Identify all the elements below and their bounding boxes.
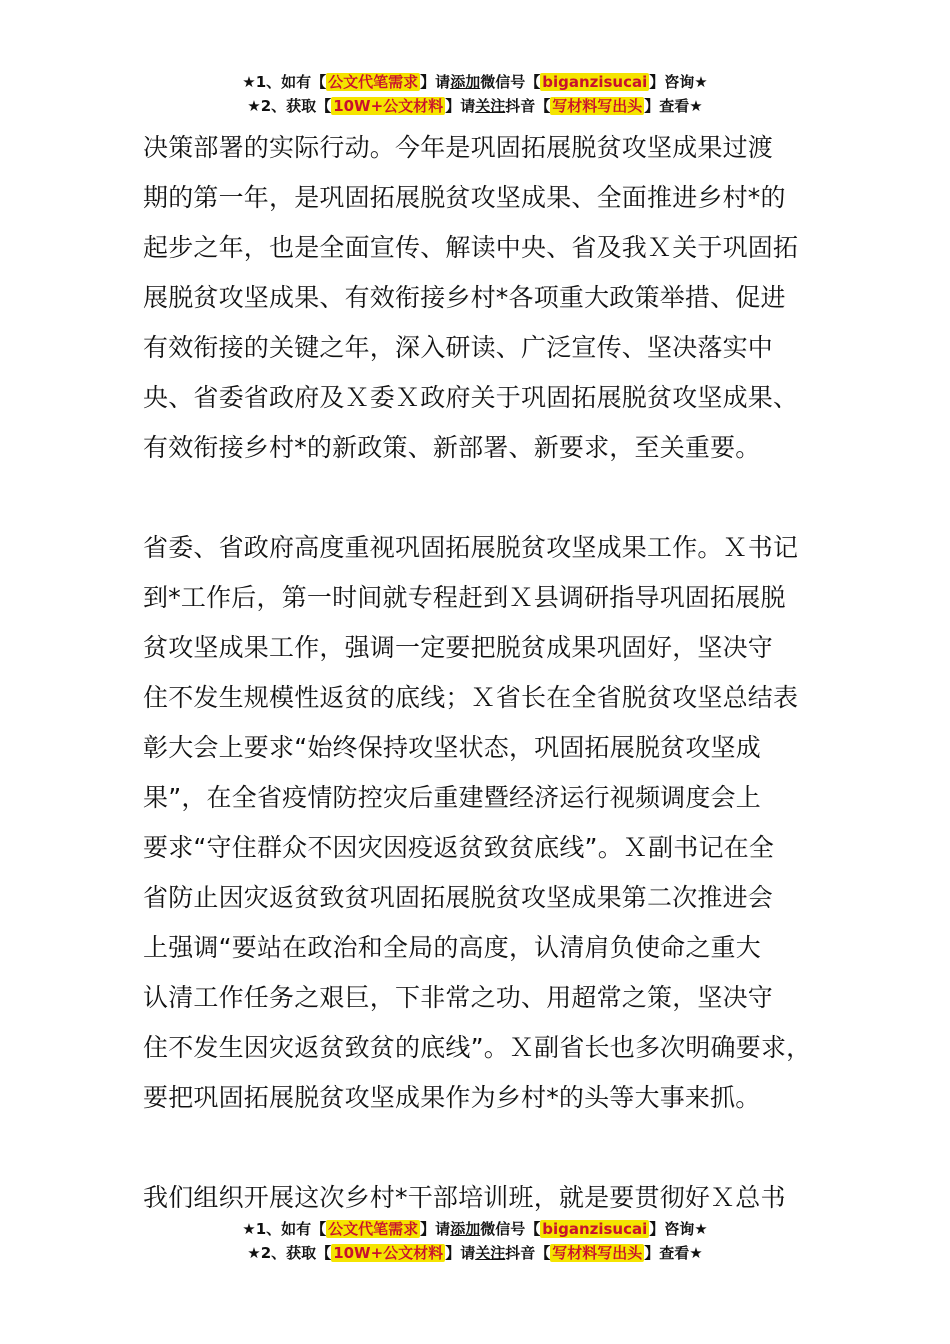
text-line: 期的第一年，是巩固拓展脱贫攻坚成果、全面推进乡村*的 xyxy=(143,183,786,212)
text-line: 省委、省政府高度重视巩固拓展脱贫攻坚成果工作。Ｘ书记 xyxy=(143,533,799,562)
text-line: 决策部署的实际行动。今年是巩固拓展脱贫攻坚成果过渡 xyxy=(143,133,774,162)
banner-line-2: ★2、获取【 10W+公文材料 】请关注抖音【 写材料写出头 】查看★ xyxy=(247,97,703,115)
paragraph-2 xyxy=(143,523,833,1123)
text-line: 有效衔接乡村*的新政策、新部署、新要求，至关重要。 xyxy=(143,433,761,462)
text-line: 认清工作任务之艰巨，下非常之功、用超常之策，坚决守 xyxy=(143,983,774,1012)
text-line: 我们组织开展这次乡村*干部培训班，就是要贯彻好Ｘ总书 xyxy=(143,1183,786,1212)
highlight-douyin: 写材料写出头 xyxy=(552,1244,643,1262)
highlight-materials: 10W+公文材料 xyxy=(333,1244,444,1262)
text-line: 省防止因灾返贫致贫巩固拓展脱贫攻坚成果第二次推进会 xyxy=(143,883,774,912)
paragraph-spacer xyxy=(143,473,833,523)
text-line: 住不发生规模性返贫的底线；Ｘ省长在全省脱贫攻坚总结表 xyxy=(143,683,799,712)
document-body xyxy=(143,123,833,1223)
text-line: 展脱贫攻坚成果、有效衔接乡村*各项重大政策举措、促进 xyxy=(143,283,786,312)
text-line: 到*工作后，第一时间就专程赶到Ｘ县调研指导巩固拓展脱 xyxy=(143,583,786,612)
banner-line-1: ★1、如有【 公文代笔需求 】请添加微信号【 biganzisucai 】咨询★ xyxy=(242,73,708,91)
banner-line-2: ★2、获取【 10W+公文材料 】请关注抖音【 写材料写出头 】查看★ xyxy=(247,1244,703,1262)
paragraph-spacer xyxy=(143,1123,833,1173)
banner-line-1: ★1、如有【 公文代笔需求 】请添加微信号【 biganzisucai 】咨询★ xyxy=(242,1220,708,1238)
highlight-materials: 10W+公文材料 xyxy=(333,97,444,115)
text-line: 住不发生因灾返贫致贫的底线”。Ｘ副省长也多次明确要求， xyxy=(143,1033,812,1062)
text-line: 果”，在全省疫情防控灾后重建暨经济运行视频调度会上 xyxy=(143,783,761,812)
top-banner xyxy=(0,70,950,118)
text-line: 上强调“要站在政治和全局的高度，认清肩负使命之重大 xyxy=(143,933,761,962)
highlight-wechat-id: biganzisucai xyxy=(542,1220,648,1238)
paragraph-3 xyxy=(143,1173,833,1223)
highlight-service: 公文代笔需求 xyxy=(328,73,419,91)
text-line: 起步之年，也是全面宣传、解读中央、省及我Ｘ关于巩固拓 xyxy=(143,233,799,262)
highlight-service: 公文代笔需求 xyxy=(328,1220,419,1238)
text-line: 贫攻坚成果工作，强调一定要把脱贫成果巩固好，坚决守 xyxy=(143,633,774,662)
paragraph-1 xyxy=(143,123,833,473)
text-line: 有效衔接的关键之年，深入研读、广泛宣传、坚决落实中 xyxy=(143,333,774,362)
bottom-banner xyxy=(0,1217,950,1265)
text-line: 央、省委省政府及Ｘ委Ｘ政府关于巩固拓展脱贫攻坚成果、 xyxy=(143,383,799,412)
highlight-wechat-id: biganzisucai xyxy=(542,73,648,91)
text-line: 要求“守住群众不因灾因疫返贫致贫底线”。Ｘ副书记在全 xyxy=(143,833,775,862)
text-line: 要把巩固拓展脱贫攻坚成果作为乡村*的头等大事来抓。 xyxy=(143,1083,761,1112)
highlight-douyin: 写材料写出头 xyxy=(552,97,643,115)
text-line: 彰大会上要求“始终保持攻坚状态，巩固拓展脱贫攻坚成 xyxy=(143,733,761,762)
